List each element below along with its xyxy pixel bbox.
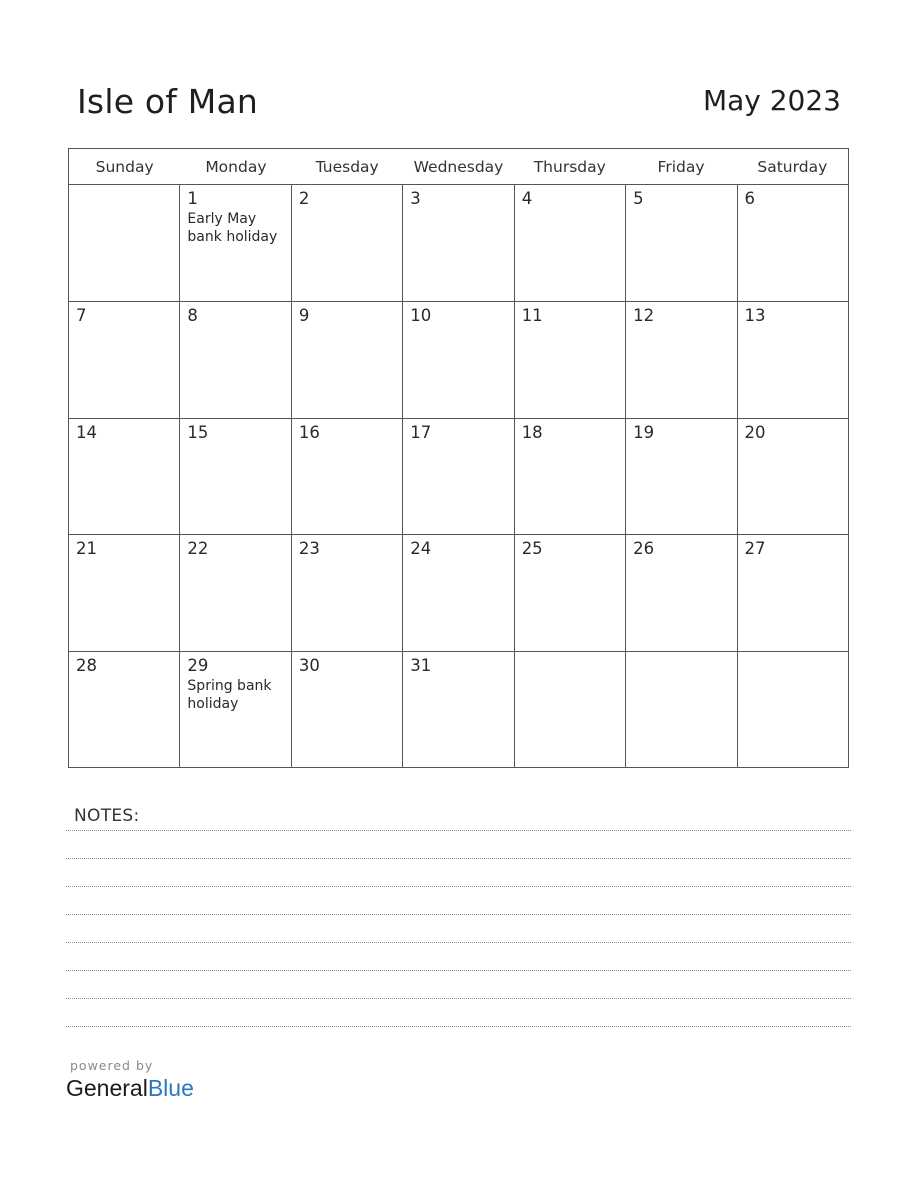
note-line xyxy=(66,858,851,859)
weeks-container xyxy=(69,185,848,768)
note-line xyxy=(66,1026,851,1027)
day-number: 29 xyxy=(187,656,209,676)
brand-logo xyxy=(66,1075,194,1102)
note-line xyxy=(66,830,851,831)
day-cell xyxy=(626,652,737,768)
day-cell xyxy=(180,185,291,301)
holiday-label: Spring bank holiday xyxy=(187,678,272,713)
day-cell xyxy=(515,419,626,535)
day-number: 9 xyxy=(298,305,310,325)
day-cell xyxy=(738,302,848,418)
day-number: 24 xyxy=(410,539,432,559)
day-number: 25 xyxy=(521,539,543,559)
day-cell xyxy=(69,535,180,651)
day-cell xyxy=(738,419,848,535)
day-cell xyxy=(626,302,737,418)
day-number: 28 xyxy=(76,656,97,676)
day-number: 17 xyxy=(410,422,432,442)
note-line xyxy=(66,970,851,971)
month-year-label: May 2023 xyxy=(702,84,841,117)
day-number: 10 xyxy=(410,305,432,325)
weekday-wednesday: Wednesday xyxy=(413,158,504,176)
day-cell xyxy=(515,302,626,418)
day-cell xyxy=(180,535,291,651)
day-cell xyxy=(738,185,848,301)
weekday-tuesday: Tuesday xyxy=(315,158,379,176)
day-cell xyxy=(180,652,291,768)
day-cell xyxy=(69,185,180,301)
day-number: 6 xyxy=(744,189,756,208)
day-cell xyxy=(626,535,737,651)
day-number: 16 xyxy=(298,422,320,442)
week-row xyxy=(69,535,848,652)
day-number: 1 xyxy=(187,189,198,208)
notes-label: NOTES: xyxy=(74,806,140,826)
day-number: 19 xyxy=(633,422,655,442)
day-number: 27 xyxy=(744,539,766,559)
day-number: 13 xyxy=(744,305,766,325)
day-cell xyxy=(292,652,403,768)
weekday-friday: Friday xyxy=(657,158,705,176)
day-cell xyxy=(738,652,848,768)
week-row xyxy=(69,302,848,419)
weekday-sunday: Sunday xyxy=(95,158,154,176)
holiday-label: Early May bank holiday xyxy=(187,211,278,245)
day-number: 12 xyxy=(633,305,655,325)
week-row xyxy=(69,652,848,768)
day-number: 8 xyxy=(187,305,198,325)
weekday-thursday: Thursday xyxy=(533,158,606,176)
day-number: 18 xyxy=(521,422,543,442)
day-number: 30 xyxy=(298,656,320,676)
day-number: 3 xyxy=(410,189,421,208)
powered-by-label: powered by xyxy=(70,1058,154,1073)
day-cell xyxy=(626,185,737,301)
day-cell xyxy=(180,419,291,535)
weekday-header-row xyxy=(69,149,848,185)
day-cell xyxy=(403,652,514,768)
day-number: 20 xyxy=(744,422,766,442)
day-cell xyxy=(403,302,514,418)
day-number: 11 xyxy=(521,305,543,325)
day-cell xyxy=(515,652,626,768)
note-line xyxy=(66,914,851,915)
day-cell xyxy=(292,419,403,535)
day-cell xyxy=(738,535,848,651)
day-number: 22 xyxy=(187,539,209,559)
day-number: 2 xyxy=(298,189,310,208)
day-number: 23 xyxy=(298,539,320,559)
day-number: 4 xyxy=(521,189,533,208)
calendar-grid xyxy=(68,148,849,768)
day-cell xyxy=(403,185,514,301)
day-cell xyxy=(626,419,737,535)
day-cell xyxy=(69,302,180,418)
day-cell xyxy=(403,419,514,535)
day-cell xyxy=(292,535,403,651)
day-cell xyxy=(292,302,403,418)
day-cell xyxy=(515,185,626,301)
day-cell xyxy=(403,535,514,651)
day-cell xyxy=(515,535,626,651)
day-number: 14 xyxy=(76,422,97,442)
day-number: 7 xyxy=(76,305,87,325)
day-cell xyxy=(69,652,180,768)
day-number: 31 xyxy=(410,656,432,676)
brand-blue-text: Blue xyxy=(147,1075,194,1101)
day-number: 15 xyxy=(187,422,209,442)
weekday-saturday: Saturday xyxy=(757,158,828,176)
day-number: 5 xyxy=(633,189,644,208)
day-cell xyxy=(292,185,403,301)
week-row xyxy=(69,419,848,536)
day-cell xyxy=(69,419,180,535)
day-cell xyxy=(180,302,291,418)
day-number: 21 xyxy=(76,539,97,559)
note-line xyxy=(66,942,851,943)
weekday-monday: Monday xyxy=(205,158,267,176)
page-title: Isle of Man xyxy=(77,82,258,121)
note-line xyxy=(66,998,851,999)
note-line xyxy=(66,886,851,887)
brand-general-text: General xyxy=(66,1075,148,1101)
day-number: 26 xyxy=(633,539,655,559)
week-row xyxy=(69,185,848,302)
